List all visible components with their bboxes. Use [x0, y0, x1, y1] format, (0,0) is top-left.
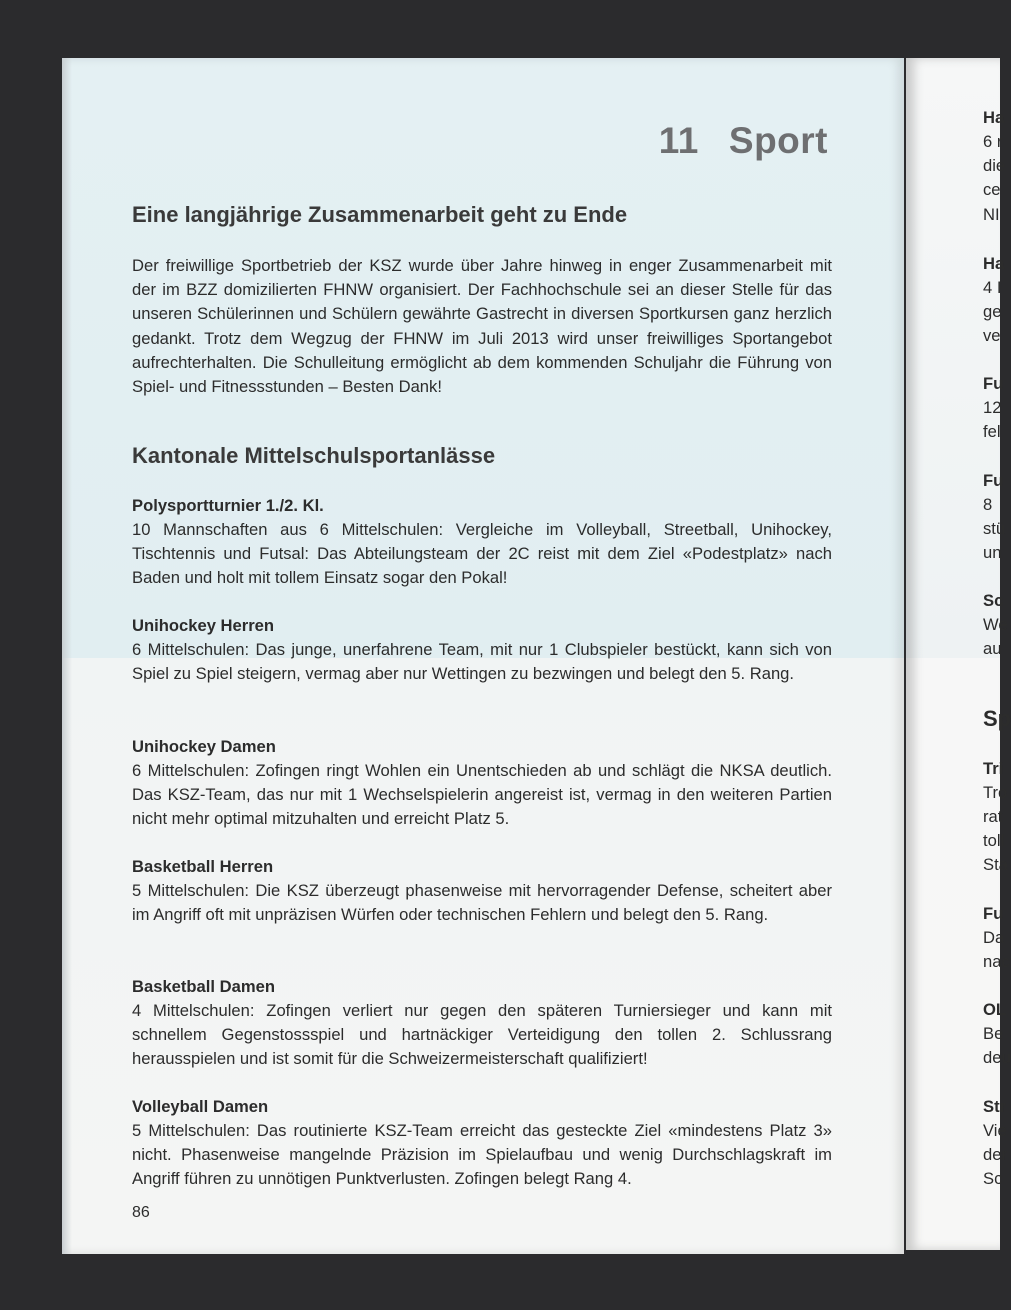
right-fragment: Fu	[983, 904, 1004, 923]
right-fragment: 6 r	[983, 132, 1003, 151]
section-paragraph-zusammenarbeit: Der freiwillige Sportbetrieb der KSZ wurde über Jahre hinweg in enger Zusammenarbeit mit der im BZZ domizilierten FHNW organisiert. Der Fachhochschule sei an dieser Stelle für das unseren Schülerinnen und Schülern gewährte Gastrecht in diversen Sportkursen ganz herzlich gedankt. Trotz dem Wegzug der FHNW im Juli 2013 wird unser freiwilliges Sportangebot aufrechterhalten. Die Schulleitung ermöglicht ab dem kommenden Schuljahr die Führung von Spiel- und Fitnessstunden – Besten Dank!	[132, 256, 832, 397]
right-fragment: Sc	[983, 591, 1004, 610]
section-heading-zusammenarbeit: Eine langjährige Zusammenarbeit geht zu Ende	[132, 202, 628, 227]
right-fragment: die	[983, 156, 1006, 175]
event-volleyball-damen	[132, 1095, 832, 1192]
right-fragment: Vie	[983, 1121, 1007, 1140]
event-text: 5 Mittelschulen: Das routinierte KSZ-Team erreicht das gesteckte Ziel «mindestens Platz 3» nicht. Phasenweise mangelnde Präzision im Spielaufbau und wenig Durchschlagskraft im Angriff führen zu unnötigen Punktverlusten. Zofingen belegt Rang 4.	[132, 1121, 832, 1189]
right-fragment: der	[983, 1145, 1007, 1164]
event-text: 10 Mannschaften aus 6 Mittelschulen: Vergleiche im Volleyball, Streetball, Unihockey, Tischtennis und Futsal: Das Abteilungsteam der 2C reist mit dem Ziel «Podestplatz» nach Baden und holt mit tollem Einsatz sogar den Pokal!	[132, 520, 832, 588]
right-fragment: We	[983, 615, 1008, 634]
event-polysportturnier	[132, 494, 832, 591]
right-fragment: Tro	[983, 783, 1008, 802]
right-fragment: Str	[983, 1097, 1007, 1116]
event-basketball-herren	[132, 855, 832, 927]
right-fragment: fel	[983, 422, 1001, 441]
right-fragment: 12	[983, 398, 1002, 417]
right-fragment: Sc	[983, 1169, 1003, 1188]
event-title: Volleyball Damen	[132, 1097, 269, 1116]
right-fragment: rat	[983, 807, 1003, 826]
event-text: 6 Mittelschulen: Das junge, unerfahrene Team, mit nur 1 Clubspieler bestückt, kann sich von Spiel zu Spiel steigern, vermag aber nur Wettingen zu bezwingen und belegt den 5. Rang.	[132, 640, 832, 684]
right-fragment: au	[983, 639, 1002, 658]
event-title: Basketball Herren	[132, 857, 274, 876]
right-fragment: OL	[983, 1000, 1007, 1019]
right-fragment: nac	[983, 952, 1010, 971]
right-fragment: ge	[983, 302, 1002, 321]
right-fragment: Fu	[983, 471, 1004, 490]
chapter-title: Sport	[728, 120, 828, 161]
event-unihockey-damen	[132, 735, 832, 832]
right-fragment: Sta	[983, 855, 1008, 874]
right-fragment: Ha	[983, 254, 1005, 273]
right-fragment: deu	[983, 1048, 1011, 1067]
event-text: 5 Mittelschulen: Die KSZ überzeugt phasenweise mit hervorragender Defense, scheitert aber im Angriff oft mit unpräzisen Würfen oder technischen Fehlern und belegt den 5. Rang.	[132, 881, 832, 925]
right-fragment: NI	[983, 205, 1000, 224]
left-page	[62, 58, 904, 1254]
event-title: Polysportturnier 1./2. Kl.	[132, 496, 324, 515]
right-fragment: 8	[983, 495, 993, 514]
right-fragment: Da	[983, 928, 1005, 947]
right-fragment: un	[983, 543, 1002, 562]
section-heading-mittelschulsport: Kantonale Mittelschulsportanlässe	[132, 443, 496, 468]
event-title: Unihockey Herren	[132, 616, 275, 635]
event-title: Unihockey Damen	[132, 737, 276, 756]
event-title: Basketball Damen	[132, 977, 275, 996]
event-basketball-damen	[132, 975, 832, 1072]
event-text: 6 Mittelschulen: Zofingen ringt Wohlen ein Unentschieden ab und schlägt die NKSA deutlich. Das KSZ-Team, das nur mit 1 Wechselspielerin angereist ist, vermag in den weiteren Partien nicht mehr optimal mitzuhalten und erreicht Platz 5.	[132, 761, 832, 829]
right-fragment: toll	[983, 831, 1005, 850]
right-fragment: Fu	[983, 374, 1004, 393]
page-number: 86	[132, 1204, 150, 1221]
right-fragment: Tri	[983, 759, 1004, 778]
right-fragment: Ha	[983, 108, 1005, 127]
right-fragment: stü	[983, 519, 1006, 538]
chapter-number: 11	[658, 120, 699, 161]
right-fragment: 4 I	[983, 278, 1002, 297]
right-fragment: Be	[983, 1024, 1004, 1043]
right-page	[906, 58, 1011, 1250]
right-fragment: ce	[983, 180, 1001, 199]
chapter-heading	[659, 120, 828, 162]
event-unihockey-herren	[132, 614, 832, 686]
right-heading: Sp	[983, 706, 1011, 731]
right-fragment: ve	[983, 326, 1001, 345]
event-text: 4 Mittelschulen: Zofingen verliert nur gegen den späteren Turniersieger und kann mit schnellem Gegenstossspiel und hartnäckiger Verteidigung den tollen 2. Schlussrang herausspielen und ist somit für die Schweizermeisterschaft qualifiziert!	[132, 1001, 832, 1069]
